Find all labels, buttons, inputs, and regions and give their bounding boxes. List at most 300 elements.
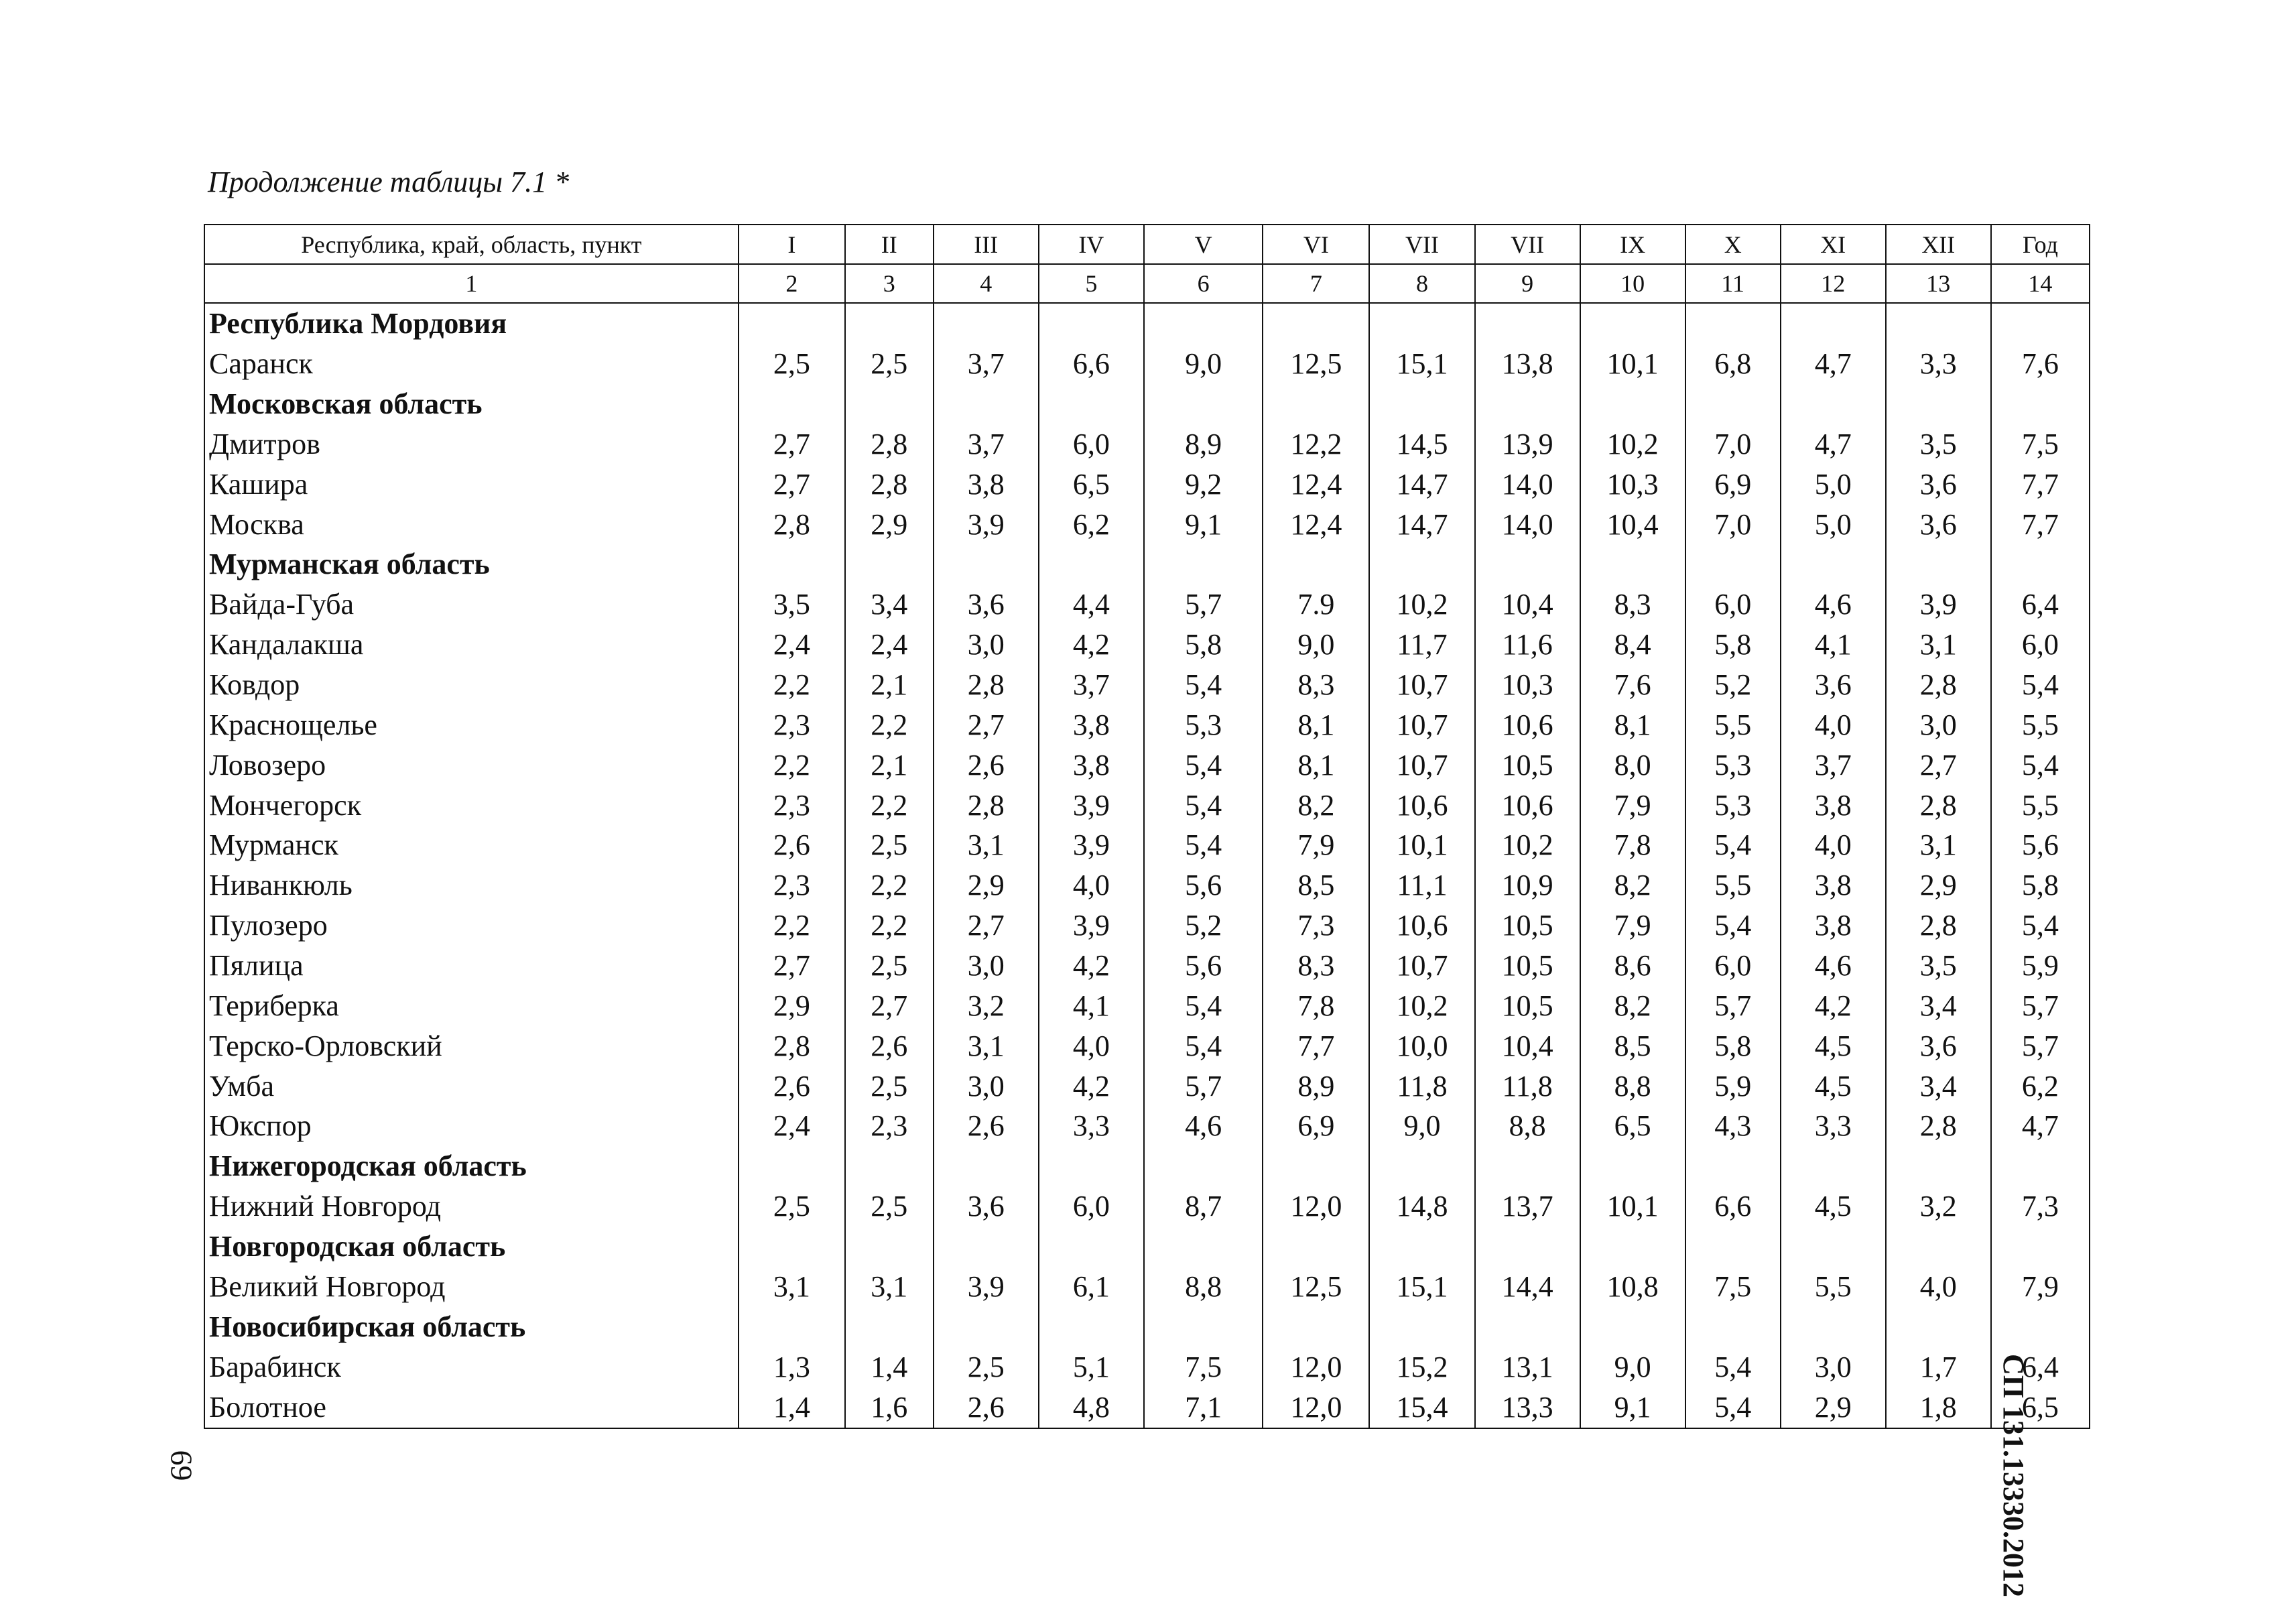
column-number-cell: 5 [1039,264,1144,303]
value-cell [1781,1307,1886,1347]
value-cell: 5,7 [1144,584,1263,625]
value-cell: 8,4 [1580,625,1685,665]
value-cell [1991,303,2090,344]
table-row [204,665,2090,705]
value-cell: 7,7 [1263,1026,1369,1066]
value-cell [1991,545,2090,585]
value-cell: 10,4 [1580,505,1685,545]
location-name-cell: Дмитров [204,424,739,464]
value-cell [1475,303,1580,344]
table-row [204,505,2090,545]
value-cell: 1,4 [845,1347,934,1387]
value-cell: 5,7 [1144,1066,1263,1107]
value-cell: 1,4 [739,1387,845,1428]
location-name-cell: Нижний Новгород [204,1186,739,1227]
value-cell: 2,9 [1781,1387,1886,1428]
value-cell [739,303,845,344]
value-cell: 1,6 [845,1387,934,1428]
value-cell: 7,8 [1580,826,1685,866]
location-name-cell: Великий Новгород [204,1267,739,1307]
value-cell [1991,1146,2090,1186]
location-name-cell: Болотное [204,1387,739,1428]
value-cell: 2,9 [934,865,1039,906]
column-number-cell: 1 [204,264,739,303]
value-cell [1991,384,2090,424]
value-cell: 5,8 [1685,1026,1781,1066]
value-cell: 6,1 [1039,1267,1144,1307]
value-cell: 12,2 [1263,424,1369,464]
location-name-cell: Кандалакша [204,625,739,665]
value-cell: 2,7 [845,986,934,1026]
value-cell: 2,9 [739,986,845,1026]
value-cell: 7,0 [1685,424,1781,464]
header-cell-col6: VI [1263,225,1369,264]
value-cell [1369,545,1474,585]
value-cell: 10,8 [1580,1267,1685,1307]
value-cell: 5,8 [1144,625,1263,665]
value-cell: 10,6 [1369,786,1474,826]
value-cell [1475,545,1580,585]
value-cell: 6,8 [1685,344,1781,384]
value-cell: 14,4 [1475,1267,1580,1307]
value-cell: 5,1 [1039,1347,1144,1387]
value-cell: 5,6 [1144,865,1263,906]
value-cell [934,1227,1039,1267]
value-cell: 7,6 [1580,665,1685,705]
value-cell [1475,384,1580,424]
value-cell [934,1307,1039,1347]
header-cell-col11: XI [1781,225,1886,264]
value-cell: 5,5 [1685,705,1781,745]
value-cell: 4,6 [1781,946,1886,986]
header-cell-col3: III [934,225,1039,264]
value-cell: 5,4 [1144,786,1263,826]
value-cell: 5,7 [1685,986,1781,1026]
value-cell: 5,0 [1781,464,1886,505]
value-cell: 3,1 [739,1267,845,1307]
table-row [204,745,2090,786]
value-cell: 2,3 [739,786,845,826]
value-cell: 2,5 [934,1347,1039,1387]
value-cell: 5,0 [1781,505,1886,545]
value-cell [739,384,845,424]
value-cell [934,1146,1039,1186]
value-cell [1144,545,1263,585]
value-cell [1144,384,1263,424]
value-cell: 5,5 [1991,705,2090,745]
value-cell: 2,8 [934,786,1039,826]
value-cell [1580,1307,1685,1347]
value-cell: 4,7 [1991,1107,2090,1147]
column-number-cell: 14 [1991,264,2090,303]
value-cell: 10,6 [1475,705,1580,745]
value-cell [1685,1146,1781,1186]
location-name-cell: Краснощелье [204,705,739,745]
value-cell: 5,5 [1781,1267,1886,1307]
table-row [204,584,2090,625]
value-cell: 3,9 [1886,584,1991,625]
value-cell: 2,5 [845,1186,934,1227]
value-cell: 3,4 [1886,986,1991,1026]
value-cell [1144,1307,1263,1347]
value-cell: 10,0 [1369,1026,1474,1066]
value-cell: 7,7 [1991,464,2090,505]
value-cell: 8,5 [1263,865,1369,906]
value-cell: 10,2 [1475,826,1580,866]
value-cell: 5,4 [1991,906,2090,946]
header-cell-col4: IV [1039,225,1144,264]
value-cell: 8,3 [1263,946,1369,986]
location-name-cell: Юкспор [204,1107,739,1147]
value-cell [739,545,845,585]
value-cell: 3,1 [934,1026,1039,1066]
header-cell-col7: VII [1369,225,1474,264]
value-cell: 3,1 [1886,826,1991,866]
value-cell: 3,7 [934,344,1039,384]
table-row [204,1387,2090,1428]
value-cell: 3,1 [934,826,1039,866]
value-cell: 9,0 [1369,1107,1474,1147]
column-number-row [204,264,2090,303]
value-cell: 3,9 [1039,826,1144,866]
column-number-cell: 8 [1369,264,1474,303]
value-cell: 4,0 [1039,865,1144,906]
value-cell: 2,2 [739,665,845,705]
header-cell-col10: X [1685,225,1781,264]
value-cell: 5,4 [1144,1026,1263,1066]
value-cell [1263,1307,1369,1347]
value-cell [934,545,1039,585]
region-name-cell: Новгородская область [204,1227,739,1267]
value-cell [1369,384,1474,424]
value-cell [1580,303,1685,344]
value-cell: 2,5 [739,344,845,384]
value-cell: 4,0 [1039,1026,1144,1066]
value-cell: 8,2 [1263,786,1369,826]
value-cell: 10,6 [1475,786,1580,826]
value-cell: 10,7 [1369,665,1474,705]
value-cell: 7,5 [1991,424,2090,464]
table-row [204,786,2090,826]
value-cell [739,1307,845,1347]
value-cell: 3,9 [1039,906,1144,946]
value-cell: 13,9 [1475,424,1580,464]
value-cell [1475,1146,1580,1186]
value-cell: 10,3 [1580,464,1685,505]
value-cell [1369,1307,1474,1347]
value-cell: 5,2 [1144,906,1263,946]
region-name-cell: Нижегородская область [204,1146,739,1186]
document-code: СП 131.13330.2012 [1997,1354,2030,1597]
value-cell [1144,1146,1263,1186]
value-cell [1369,1146,1474,1186]
value-cell: 7,9 [1580,786,1685,826]
value-cell: 2,7 [739,946,845,986]
value-cell: 9,0 [1580,1347,1685,1387]
value-cell [1685,1307,1781,1347]
value-cell: 5,7 [1991,986,2090,1026]
value-cell [1886,1227,1991,1267]
value-cell: 10,9 [1475,865,1580,906]
value-cell: 7,7 [1991,505,2090,545]
value-cell: 3,6 [934,1186,1039,1227]
value-cell [845,1307,934,1347]
value-cell [1039,303,1144,344]
value-cell: 3,8 [1781,786,1886,826]
table-row [204,705,2090,745]
value-cell: 10,3 [1475,665,1580,705]
table-row [204,1066,2090,1107]
value-cell: 6,6 [1685,1186,1781,1227]
value-cell: 5,2 [1685,665,1781,705]
value-cell: 2,5 [845,344,934,384]
value-cell: 8,9 [1144,424,1263,464]
value-cell: 7.9 [1263,584,1369,625]
value-cell: 11,1 [1369,865,1474,906]
region-name-cell: Новосибирская область [204,1307,739,1347]
value-cell: 7,5 [1144,1347,1263,1387]
table-caption: Продолжение таблицы 7.1 * [208,166,570,198]
value-cell: 5,5 [1991,786,2090,826]
value-cell [1039,1146,1144,1186]
value-cell: 7,6 [1991,344,2090,384]
value-cell: 2,4 [739,625,845,665]
value-cell: 3,7 [934,424,1039,464]
value-cell: 8,1 [1263,745,1369,786]
value-cell: 5,4 [1144,826,1263,866]
header-cell-col2: II [845,225,934,264]
column-number-cell: 12 [1781,264,1886,303]
header-cell-col8: VII [1475,225,1580,264]
value-cell: 5,6 [1144,946,1263,986]
value-cell: 11,8 [1475,1066,1580,1107]
value-cell [845,1227,934,1267]
value-cell: 2,3 [845,1107,934,1147]
value-cell: 5,8 [1991,865,2090,906]
value-cell: 15,1 [1369,1267,1474,1307]
value-cell: 5,4 [1991,745,2090,786]
value-cell: 2,8 [739,505,845,545]
value-cell: 8,8 [1580,1066,1685,1107]
value-cell: 5,4 [1685,826,1781,866]
value-cell: 5,4 [1144,665,1263,705]
value-cell: 4,7 [1781,424,1886,464]
value-cell: 5,4 [1685,1347,1781,1387]
value-cell: 8,0 [1580,745,1685,786]
region-group-row [204,1146,2090,1186]
value-cell: 12,4 [1263,464,1369,505]
value-cell: 12,0 [1263,1347,1369,1387]
value-cell: 2,5 [845,826,934,866]
value-cell: 8,6 [1580,946,1685,986]
value-cell [1580,1146,1685,1186]
value-cell: 5,9 [1991,946,2090,986]
header-cell-col1: I [739,225,845,264]
value-cell: 4,7 [1781,344,1886,384]
value-cell [1685,1227,1781,1267]
value-cell: 2,8 [934,665,1039,705]
value-cell: 7,1 [1144,1387,1263,1428]
value-cell: 7,8 [1263,986,1369,1026]
value-cell: 2,1 [845,745,934,786]
value-cell: 13,8 [1475,344,1580,384]
value-cell: 4,0 [1781,705,1886,745]
value-cell [1580,1227,1685,1267]
value-cell: 8,1 [1263,705,1369,745]
region-group-row [204,545,2090,585]
value-cell: 4,5 [1781,1066,1886,1107]
value-cell: 3,7 [1781,745,1886,786]
value-cell [739,1146,845,1186]
value-cell: 1,7 [1886,1347,1991,1387]
location-name-cell: Умба [204,1066,739,1107]
value-cell [1263,1146,1369,1186]
value-cell: 2,1 [845,665,934,705]
value-cell: 9,1 [1580,1387,1685,1428]
value-cell [1886,384,1991,424]
value-cell: 10,6 [1369,906,1474,946]
location-name-cell: Ковдор [204,665,739,705]
table-row [204,1107,2090,1147]
value-cell [1039,1227,1144,1267]
table-row [204,865,2090,906]
value-cell [1039,1307,1144,1347]
column-number-cell: 4 [934,264,1039,303]
value-cell: 5,5 [1685,865,1781,906]
value-cell: 7,3 [1991,1186,2090,1227]
table-row [204,946,2090,986]
location-name-cell: Ниванкюль [204,865,739,906]
value-cell: 3,6 [1886,464,1991,505]
value-cell: 5,6 [1991,826,2090,866]
value-cell: 4,6 [1144,1107,1263,1147]
value-cell: 3,6 [1886,505,1991,545]
value-cell: 2,7 [739,424,845,464]
value-cell [1886,1307,1991,1347]
value-cell: 3,8 [934,464,1039,505]
value-cell [845,303,934,344]
value-cell: 10,5 [1475,986,1580,1026]
value-cell: 3,8 [1781,865,1886,906]
value-cell: 2,2 [845,786,934,826]
value-cell: 5,3 [1685,786,1781,826]
value-cell: 3,6 [934,584,1039,625]
value-cell: 7,9 [1991,1267,2090,1307]
page-number: 69 [164,1450,199,1481]
value-cell: 5,9 [1685,1066,1781,1107]
table-row [204,344,2090,384]
value-cell [1580,545,1685,585]
value-cell [1781,303,1886,344]
value-cell [739,1227,845,1267]
value-cell: 2,8 [1886,786,1991,826]
value-cell: 4,0 [1886,1267,1991,1307]
value-cell: 8,3 [1263,665,1369,705]
table-row [204,1267,2090,1307]
value-cell: 2,6 [739,826,845,866]
value-cell: 4,8 [1039,1387,1144,1428]
table-row [204,424,2090,464]
column-number-cell: 2 [739,264,845,303]
value-cell: 2,9 [1886,865,1991,906]
value-cell: 6,9 [1685,464,1781,505]
value-cell: 7,3 [1263,906,1369,946]
column-number-cell: 6 [1144,264,1263,303]
value-cell [1886,1146,1991,1186]
value-cell: 3,8 [1039,705,1144,745]
location-name-cell: Вайда-Губа [204,584,739,625]
value-cell: 10,2 [1369,584,1474,625]
value-cell: 1,3 [739,1347,845,1387]
value-cell [1685,303,1781,344]
value-cell: 3,4 [845,584,934,625]
value-cell: 6,5 [1039,464,1144,505]
value-cell: 8,2 [1580,986,1685,1026]
value-cell: 6,9 [1263,1107,1369,1147]
value-cell: 3,2 [934,986,1039,1026]
value-cell [1369,1227,1474,1267]
value-cell: 11,7 [1369,625,1474,665]
value-cell: 3,0 [1886,705,1991,745]
value-cell: 10,7 [1369,705,1474,745]
value-cell: 2,6 [845,1026,934,1066]
header-cell-col13: Год [1991,225,2090,264]
location-name-cell: Ловозеро [204,745,739,786]
value-cell: 2,8 [845,464,934,505]
value-cell [845,384,934,424]
value-cell: 4,5 [1781,1186,1886,1227]
value-cell: 1,8 [1886,1387,1991,1428]
value-cell [934,303,1039,344]
value-cell [1263,303,1369,344]
value-cell: 15,4 [1369,1387,1474,1428]
column-number-cell: 7 [1263,264,1369,303]
value-cell: 4,3 [1685,1107,1781,1147]
value-cell: 12,0 [1263,1387,1369,1428]
value-cell: 6,4 [1991,584,2090,625]
value-cell: 2,7 [739,464,845,505]
value-cell: 3,5 [739,584,845,625]
value-cell: 2,4 [845,625,934,665]
value-cell: 14,0 [1475,464,1580,505]
value-cell: 15,1 [1369,344,1474,384]
value-cell: 10,7 [1369,946,1474,986]
value-cell: 10,1 [1369,826,1474,866]
value-cell: 4,1 [1781,625,1886,665]
value-cell: 2,8 [1886,906,1991,946]
value-cell: 4,2 [1039,625,1144,665]
value-cell: 8,8 [1475,1107,1580,1147]
value-cell: 3,3 [1781,1107,1886,1147]
region-name-cell: Республика Мордовия [204,303,739,344]
value-cell: 7,0 [1685,505,1781,545]
value-cell: 5,4 [1685,1387,1781,1428]
value-cell: 3,9 [1039,786,1144,826]
value-cell: 3,2 [1886,1186,1991,1227]
location-name-cell: Мурманск [204,826,739,866]
value-cell: 2,4 [739,1107,845,1147]
value-cell: 9,0 [1144,344,1263,384]
location-name-cell: Барабинск [204,1347,739,1387]
value-cell: 4,4 [1039,584,1144,625]
value-cell: 3,1 [1886,625,1991,665]
value-cell: 3,0 [934,1066,1039,1107]
value-cell [1685,545,1781,585]
value-cell: 9,1 [1144,505,1263,545]
value-cell: 11,6 [1475,625,1580,665]
value-cell [1263,384,1369,424]
value-cell: 6,0 [1991,625,2090,665]
